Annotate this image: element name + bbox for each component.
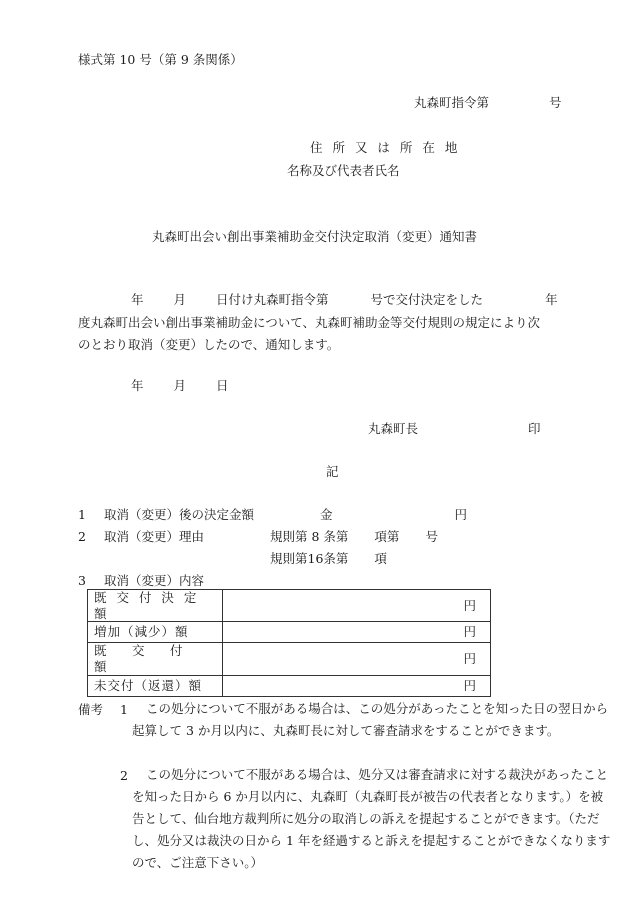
item-1-kin: 金 bbox=[320, 507, 333, 522]
body-month: 月 bbox=[173, 292, 187, 307]
table-row bbox=[88, 590, 491, 622]
row-label: 未交付（返還）額 bbox=[88, 675, 223, 696]
date-year: 年 bbox=[131, 378, 144, 393]
item-3-label: 取消（変更）内容 bbox=[104, 573, 205, 588]
item-2: 2 取消（変更）理由 規則第 8 条第 項第 号 bbox=[78, 529, 438, 544]
item-1-label: 取消（変更）後の決定金額 bbox=[104, 507, 255, 522]
body-fiscal-year: 年 bbox=[545, 292, 558, 307]
note-1-number: 1 bbox=[120, 702, 128, 717]
date-day: 日 bbox=[216, 378, 229, 393]
amount-table bbox=[87, 589, 491, 697]
item-2-label: 取消（変更）理由 bbox=[104, 529, 205, 544]
table-row bbox=[88, 622, 491, 643]
ref-prefix: 丸森町指令第 bbox=[414, 95, 490, 110]
row-label: 既 交 付 決 定 額 bbox=[88, 590, 223, 622]
mayor-title: 丸森町長 bbox=[368, 421, 419, 436]
body-line-3: のとおり取消（変更）したので、通知します。 bbox=[78, 337, 340, 352]
body-grant-decision: 号で交付決定をした bbox=[370, 292, 484, 307]
ref-suffix: 号 bbox=[549, 95, 562, 110]
ki-heading: 記 bbox=[326, 464, 339, 479]
issue-date bbox=[131, 378, 229, 394]
item-2-rule-2: 規則第16条第 項 bbox=[270, 551, 387, 566]
recipient-name-label: 名称及び代表者氏名 bbox=[287, 163, 400, 178]
note-2-text: この処分について不服がある場合は、処分又は審査請求に対する裁決があったことを知った日から 6 か月以内に、丸森町（丸森町長が被告の代表者となります。）を被告として、仙台地方裁判所に処分の取消しの訴えを提起することができます。（ただし、処分又は裁決の日から 1 年を経過すると訴えを提起することができなくなりますので、ご注意下さい。） bbox=[132, 767, 611, 870]
document-title: 丸森町出会い創出事業補助金交付決定取消（変更）通知書 bbox=[152, 229, 478, 244]
seal-mark: 印 bbox=[528, 421, 541, 436]
body-year: 年 bbox=[131, 292, 144, 307]
notes-heading: 備考 bbox=[78, 702, 104, 717]
body-date-ref: 日付け丸森町指令第 bbox=[216, 292, 329, 307]
date-month: 月 bbox=[173, 378, 187, 393]
row-unit: 円 bbox=[223, 675, 491, 696]
item-1: 1 取消（変更）後の決定金額 金 円 bbox=[78, 507, 468, 522]
body-line-1 bbox=[78, 292, 558, 308]
item-1-yen: 円 bbox=[454, 507, 468, 522]
table-row bbox=[88, 643, 491, 675]
reference-number bbox=[414, 95, 562, 111]
sender bbox=[368, 421, 541, 437]
item-3: 3 取消（変更）内容 bbox=[78, 573, 205, 588]
recipient-address-label: 住 所 又 は 所 在 地 bbox=[310, 140, 461, 155]
row-label: 既 交 付 額 bbox=[88, 643, 223, 675]
note-1-text: この処分について不服がある場合は、この処分があったことを知った日の翌日から起算して 3 か月以内に、丸森町長に対して審査請求をすることができます。 bbox=[132, 701, 609, 738]
row-label: 増加（減少）額 bbox=[88, 622, 223, 643]
body-line-2: 度丸森町出会い創出事業補助金について、丸森町補助金等交付規則の規定により次 bbox=[78, 315, 541, 330]
row-unit: 円 bbox=[223, 622, 491, 643]
table-row bbox=[88, 675, 491, 696]
row-unit: 円 bbox=[223, 590, 491, 622]
form-number: 様式第 10 号（第 9 条関係） bbox=[78, 52, 243, 67]
row-unit: 円 bbox=[223, 643, 491, 675]
note-2-number: 2 bbox=[120, 768, 128, 783]
item-2-rule-1: 規則第 8 条第 bbox=[270, 529, 349, 544]
